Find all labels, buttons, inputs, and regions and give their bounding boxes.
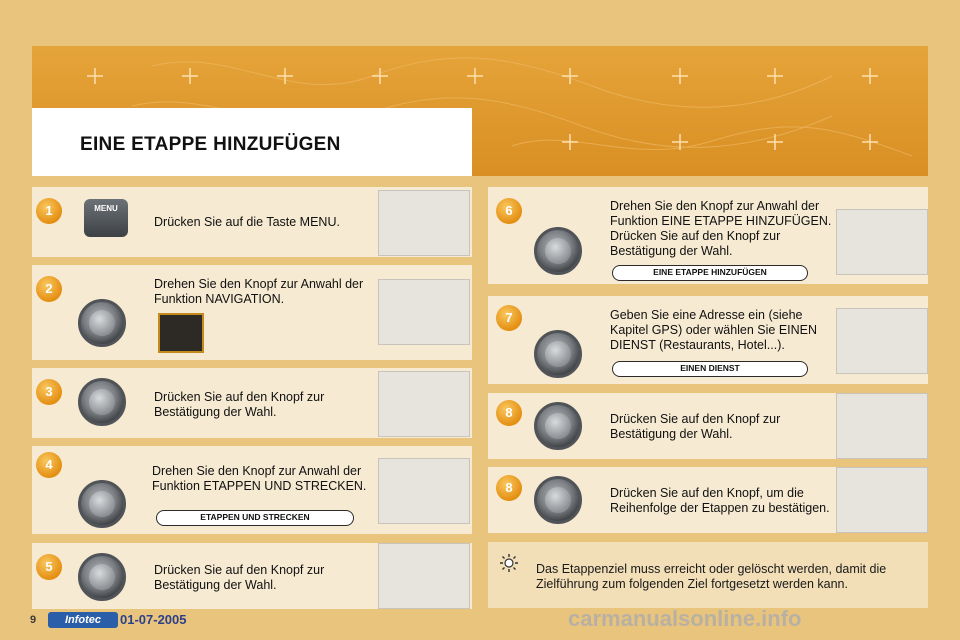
device-panel-icon bbox=[378, 371, 470, 437]
step-number-badge: 2 bbox=[36, 276, 62, 302]
rotary-knob-icon bbox=[78, 299, 126, 347]
note-panel bbox=[488, 542, 928, 608]
step-text: Geben Sie eine Adresse ein (siehe Kapitel GPS) oder wählen Sie EINEN DIENST (Restaurants, Hotel...). bbox=[610, 308, 818, 352]
menu-option-pill: EINEN DIENST bbox=[612, 361, 808, 377]
step-text: Drücken Sie auf den Knopf zur Bestätigung der Wahl. bbox=[154, 390, 325, 419]
device-panel-icon bbox=[836, 308, 928, 374]
rotary-knob-icon bbox=[534, 330, 582, 378]
step-number-badge: 7 bbox=[496, 305, 522, 331]
rotary-knob-icon bbox=[78, 480, 126, 528]
step-text: Drücken Sie auf den Knopf zur Bestätigung der Wahl. bbox=[154, 563, 325, 592]
menu-option-pill: EINE ETAPPE HINZUFÜGEN bbox=[612, 265, 808, 281]
device-panel-icon bbox=[378, 279, 470, 345]
step-number-badge: 6 bbox=[496, 198, 522, 224]
step-text: Drehen Sie den Knopf zur Anwahl der Funktion ETAPPEN UND STRECKEN. bbox=[152, 464, 367, 493]
step-number-badge: 5 bbox=[36, 554, 62, 580]
step-panel-4 bbox=[32, 446, 472, 534]
device-panel-icon bbox=[836, 393, 928, 459]
publication-date: 01-07-2005 bbox=[120, 612, 187, 627]
step-panel-8b bbox=[488, 467, 928, 533]
device-panel-icon bbox=[378, 543, 470, 609]
step-text: Drehen Sie den Knopf zur Anwahl der Funktion NAVIGATION. bbox=[154, 277, 364, 306]
page-number: 9 bbox=[30, 614, 37, 626]
step-text: Drehen Sie den Knopf zur Anwahl der Funktion EINE ETAPPE HINZUFÜGEN. Drücken Sie auf den Knopf zur Bestätigung der Wahl. bbox=[610, 199, 832, 258]
rotary-knob-icon bbox=[534, 476, 582, 524]
menu-button: MENU bbox=[84, 199, 128, 237]
rotary-knob-icon bbox=[534, 402, 582, 450]
step-panel-3 bbox=[32, 368, 472, 438]
page-title: EINE ETAPPE HINZUFÜGEN bbox=[80, 134, 341, 155]
watermark: carmanualsonline.info bbox=[568, 606, 802, 631]
menu-option-pill: ETAPPEN UND STRECKEN bbox=[156, 510, 354, 526]
device-panel-icon bbox=[378, 458, 470, 524]
device-panel-icon bbox=[836, 209, 928, 275]
step-text: Drücken Sie auf die Taste MENU. bbox=[154, 215, 340, 229]
navigation-icon bbox=[158, 313, 204, 353]
step-number-badge: 4 bbox=[36, 452, 62, 478]
step-number-badge: 3 bbox=[36, 379, 62, 405]
rotary-knob-icon bbox=[534, 227, 582, 275]
rotary-knob-icon bbox=[78, 553, 126, 601]
step-number-badge: 8 bbox=[496, 400, 522, 426]
step-panel-8a bbox=[488, 393, 928, 459]
device-panel-icon bbox=[836, 467, 928, 533]
sun-icon bbox=[500, 554, 518, 572]
step-panel-5 bbox=[32, 543, 472, 609]
device-panel-icon bbox=[378, 190, 470, 256]
note-text: Das Etappenziel muss erreicht oder gelöscht werden, damit die Zielführung zum folgenden Ziel fortgesetzt werden kann. bbox=[536, 562, 887, 591]
step-panel-6 bbox=[488, 187, 928, 284]
step-number-badge: 1 bbox=[36, 198, 62, 224]
step-panel-7 bbox=[488, 296, 928, 384]
step-text: Drücken Sie auf den Knopf zur Bestätigung der Wahl. bbox=[610, 412, 781, 441]
step-panel-1 bbox=[32, 187, 472, 257]
step-number-badge: 8 bbox=[496, 475, 522, 501]
rotary-knob-icon bbox=[78, 378, 126, 426]
step-text: Drücken Sie auf den Knopf, um die Reihenfolge der Etappen zu bestätigen. bbox=[610, 486, 830, 515]
step-panel-2 bbox=[32, 265, 472, 360]
brand-logo: Infotec bbox=[48, 612, 118, 628]
